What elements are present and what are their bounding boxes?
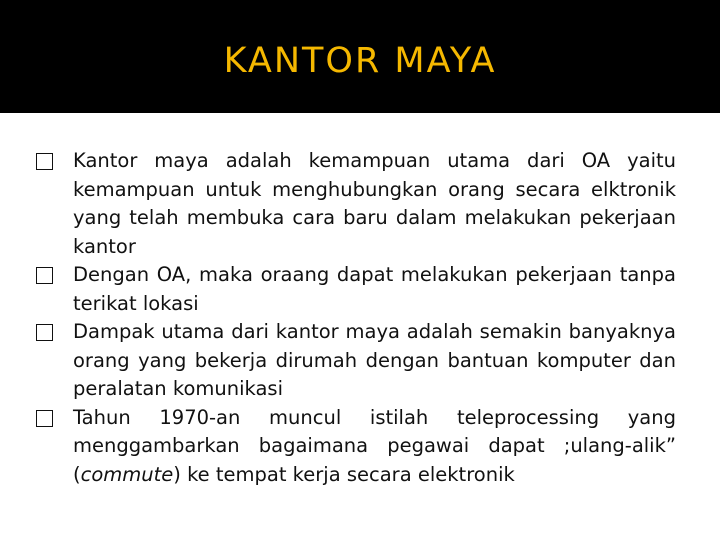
bullet-text-end: ) ke tempat kerja secara elektronik	[173, 462, 515, 486]
list-item	[36, 404, 676, 490]
hollow-square-icon	[36, 267, 53, 284]
slide-title: KANTOR MAYA	[223, 41, 497, 81]
list-item	[36, 318, 676, 404]
bullet-text: Dengan OA, maka oraang dapat melakukan pekerjaan tanpa terikat lokasi	[73, 263, 676, 315]
bullet-text: Kantor maya adalah kemampuan utama dari OA yaitu kemampuan untuk menghubungkan orang secara elktronik yang telah membuka cara baru dalam melakukan pekerjaan kantor	[73, 149, 676, 258]
hollow-square-icon	[36, 410, 53, 427]
bullet-text	[73, 406, 676, 486]
bullet-text-start: Tahun 1970-an muncul istilah teleprocessing yang menggambarkan bagaimana pegawai dapat ;ulang-alik” (	[73, 405, 676, 486]
title-band	[0, 0, 720, 113]
italic-term: commute	[80, 462, 174, 486]
list-item	[36, 147, 676, 261]
bullet-text: Dampak utama dari kantor maya adalah semakin banyaknya orang yang bekerja dirumah dengan bantuan komputer dan peralatan komunikasi	[73, 320, 676, 400]
bullet-list	[36, 147, 676, 489]
hollow-square-icon	[36, 153, 53, 170]
hollow-square-icon	[36, 324, 53, 341]
list-item	[36, 261, 676, 318]
